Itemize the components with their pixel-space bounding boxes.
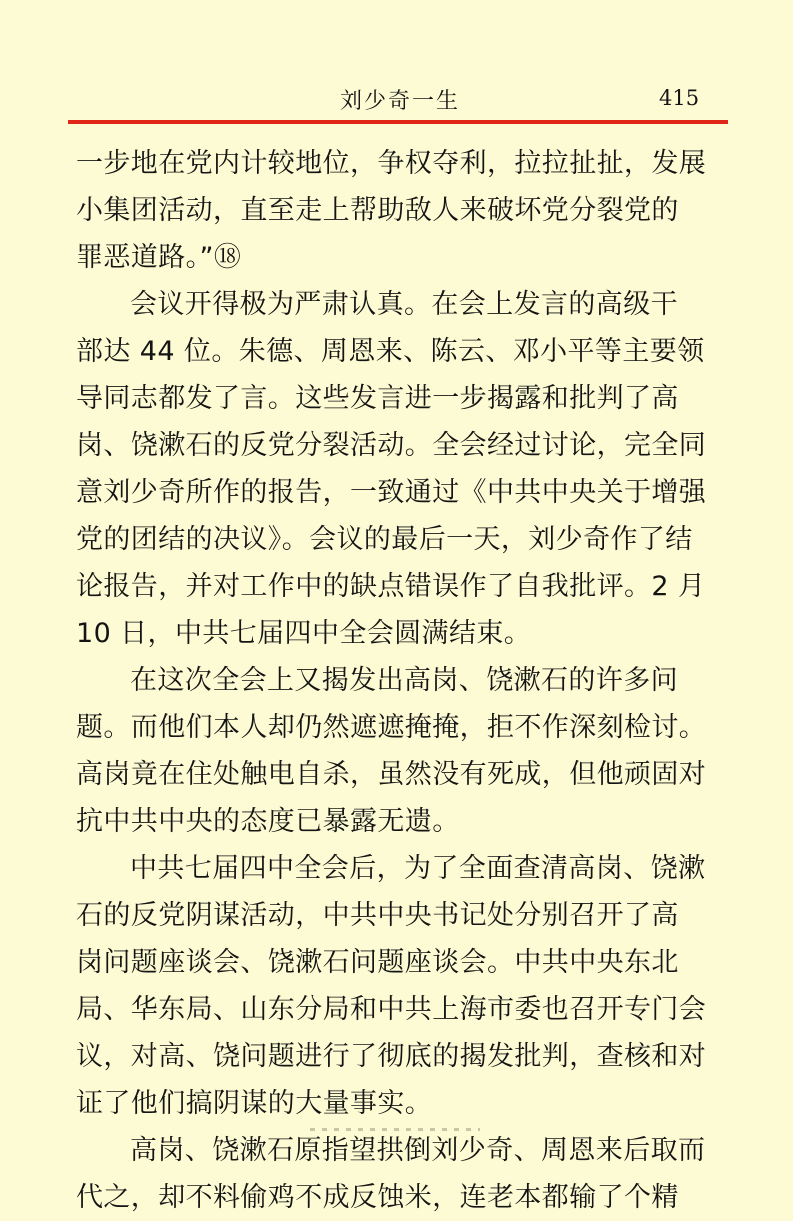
text-line: 高岗竟在住处触电自杀，虽然没有死成，但他顽固对	[76, 759, 707, 790]
text-line: 岗、饶漱石的反党分裂活动。全会经过讨论，完全同	[76, 430, 707, 461]
text-line: 议，对高、饶问题进行了彻底的揭发批判，查核和对	[76, 1041, 707, 1072]
text-line: 证了他们搞阴谋的大量事实。	[76, 1088, 433, 1119]
text-line: 题。而他们本人却仍然遮遮掩掩，拒不作深刻检讨。	[76, 712, 707, 743]
text-line: 导同志都发了言。这些发言进一步揭露和批判了高	[76, 383, 679, 414]
text-line: 局、华东局、山东分局和中共上海市委也召开专门会	[76, 994, 707, 1025]
text-line: 意刘少奇所作的报告，一致通过《中共中央关于增强	[76, 477, 707, 508]
text-line: 高岗、饶漱石原指望拱倒刘少奇、周恩来后取而	[130, 1135, 706, 1166]
text-line: 小集团活动，直至走上帮助敌人来破坏党分裂党的	[76, 195, 679, 226]
running-title: 刘少奇一生	[340, 89, 461, 114]
text-line: 石的反党阴谋活动，中共中央书记处分别召开了高	[76, 900, 679, 931]
header-rule	[68, 120, 728, 124]
text-line: 党的团结的决议》。会议的最后一天，刘少奇作了结	[76, 524, 693, 555]
text-line: 抗中共中央的态度已暴露无遗。	[76, 806, 460, 837]
footer-mark	[310, 1128, 480, 1131]
text-line: 在这次全会上又揭发出高岗、饶漱石的许多问	[130, 665, 678, 696]
text-line: 会议开得极为严肃认真。在会上发言的高级干	[130, 289, 678, 320]
page-number: 415	[659, 86, 700, 110]
page-header	[0, 0, 793, 130]
text-line: 代之，却不料偷鸡不成反蚀米，连老本都输了个精	[76, 1182, 679, 1213]
body-text	[76, 140, 736, 1221]
text-line: 论报告，并对工作中的缺点错误作了自我批评。2 月	[76, 571, 706, 602]
text-line: 罪恶道路。”⑱	[76, 242, 242, 273]
text-line: 10 日，中共七届四中全会圆满结束。	[76, 618, 532, 649]
text-line: 一步地在党内计较地位，争权夺利，拉拉扯扯，发展	[76, 148, 707, 179]
text-line: 部达 44 位。朱德、周恩来、陈云、邓小平等主要领	[76, 336, 705, 367]
text-line: 中共七届四中全会后，为了全面查清高岗、饶漱	[130, 853, 706, 884]
text-line: 岗问题座谈会、饶漱石问题座谈会。中共中央东北	[76, 947, 679, 978]
